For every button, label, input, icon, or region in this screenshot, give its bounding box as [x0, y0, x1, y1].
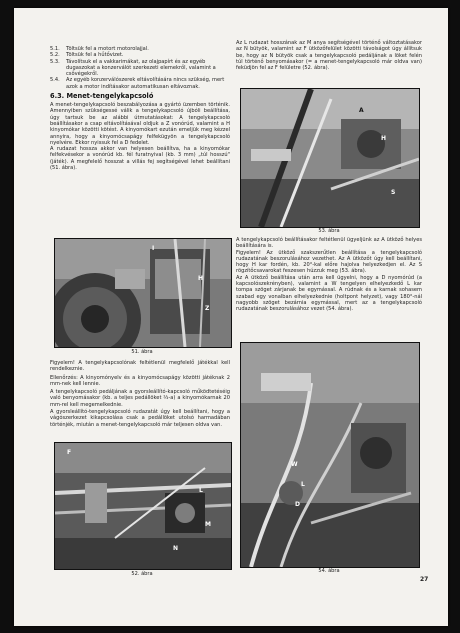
warning-note: Figyelem! Az ütköző szakszerűtlen beállítása a tengelykapcsoló rudazatának beszorulásához vezethet. Az A ütközőt úgy kell beállítani, hogy H kar fordén, kb. 20°-kal előre hajolva helyezkedjen el. Az S rögzítőcsavarokat feszesen húzzuk meg (53. ábra). [236, 249, 422, 275]
paragraph: A gyorsleállító-tengelykapcsoló rudazatát úgy kell beállítani, hogy a vágószerkezet kikapcsolása csak a pedállöket utolsó harmadában történjék, miután a menet-tengelykapcsoló már teljesen oldva van. [50, 409, 230, 428]
list-text: Töltsük fel a motort motorolajjal. [66, 46, 149, 52]
figure-53-caption: 53. ábra [318, 228, 340, 234]
figure-51-caption: 51. ábra [131, 349, 153, 355]
figure-label: N [173, 545, 179, 552]
figure-51-photo [54, 238, 232, 348]
figure-label: Z [205, 305, 210, 312]
figure-54-caption: 54. ábra [318, 568, 340, 574]
figure-52-photo [54, 442, 232, 570]
paragraph: Az L rudazat hosszának az M anya segítségével történő változtatásakor az N bütyök, valamint az F ütközőfelület közötti távolságot úgy állítsuk be, hogy az N bütyök csak a tengelykapcsoló pedáljának a löket felén túl történő benyomásakor (= a menet-tengelykapcsoló már oldva van) feküdjön fel az F felületre (52. ábra). [236, 40, 422, 72]
figure-label: S [391, 189, 396, 196]
paragraph: A rudazat hossza akkor van helyesen beállítva, ha a kinyomókar felfekvésekor a vonórúd kb. fél furatnyival (kb. 3 mm) „túl hosszú" (játék). A megfelelő hosszat a villás fej segítségével lehet beállítani (51. ábra). [50, 146, 230, 172]
list-number: 5.3. [50, 58, 60, 65]
warning-note: Figyelem! A tengelykapcsolónak feltétlenül megfelelő játékkal kell rendelkeznie. [50, 360, 230, 373]
document-page [14, 8, 448, 626]
list-item [50, 77, 230, 90]
list-number: 5.1. [50, 46, 60, 52]
paragraph: A tengelykapcsoló beállításakor feltétlenül ügyeljünk az A ütköző helyes beállítására is. [236, 237, 422, 250]
list-number: 5.4. [50, 77, 60, 84]
right-text-middle [236, 237, 422, 313]
list-text: Távolítsuk el a vakkarimákat, az olajpapírt és az egyéb dugaszokat a konzerválót szerkezeti elemekről, valamint a csővégekről. [66, 58, 216, 78]
figure-label: D [295, 501, 300, 508]
list-number: 5.2. [50, 52, 60, 59]
list-text: Töltsük fel a hűtővizet. [66, 52, 124, 59]
paragraph: A tengelykapcsoló pedáljának a gyorsleállító-kapcsoló működtetéséig való benyomásakor (kb. a teljes pedállöket ⅔-a) a kinyomókarnak 20 mm-rel kell megemelkednie. [50, 389, 230, 408]
figure-label: M [205, 521, 211, 528]
figure-label: H [198, 275, 204, 282]
page-number: 27 [420, 576, 429, 583]
figure-53-photo [240, 88, 420, 228]
check-note: Ellenőrzés: A kinyomónyelv és a kinyomócsapágy közötti játéknak 2 mm-nek kell lennie. [50, 374, 230, 387]
right-text-top [236, 40, 422, 71]
figure-54-photo [240, 342, 420, 568]
left-text-middle [50, 360, 230, 428]
list-item [50, 59, 230, 78]
left-text-top [50, 46, 230, 171]
figure-label: L [301, 481, 305, 488]
figure-label: F [67, 449, 72, 456]
section-heading: 6.3. Menet-tengelykapcsoló [50, 92, 154, 101]
figure-label: L [199, 487, 203, 494]
figure-label: A [359, 107, 364, 114]
list-text: Az egyéb konzerválószerek eltávolítására nincs szükség, mert azok a motor indításakor automatikusan eltávoznak. [66, 77, 225, 90]
figure-label: H [381, 135, 387, 142]
figure-label: W [291, 461, 298, 468]
paragraph: Az A ütköző beállítása után arra kell ügyelni, hogy a D nyomórúd (a kapcsolószekrényben), valamint a W tengelyen elhelyezkedő L kar tompa szöget zárjanak be egymással. A rúdnak és a karnak sohasem szabad egy vonalban elhelyezkednie (holtpont helyzet), vagy 180°-nál nagyobb szöget bezárnia egymással, mert az a tengelykapcsoló rudazatának beszorulásához vezet (54. ábra). [236, 274, 422, 313]
figure-52-caption: 52. ábra [131, 571, 153, 577]
figure-label: I [152, 245, 155, 252]
paragraph: A menet-tengelykapcsoló beszabályozása a gyártó üzemben történik. Amennyiben szükségessé válik a tengelykapcsoló újbóli beállítása, úgy tartsuk be az alábbi útmutatásokat: A tengelykapcsoló beállításakor a csap eltávolításával oldjuk a Z vonórúd, valamint a H kinyomókar közötti kötést. A kinyomókart ezután emeljük meg kézzel annyira, hogy a kinyomócsapágy felfekügyön a tengelykapcsoló nyelvére. Ekkor nyissuk fel a D fedelet. [50, 102, 230, 146]
